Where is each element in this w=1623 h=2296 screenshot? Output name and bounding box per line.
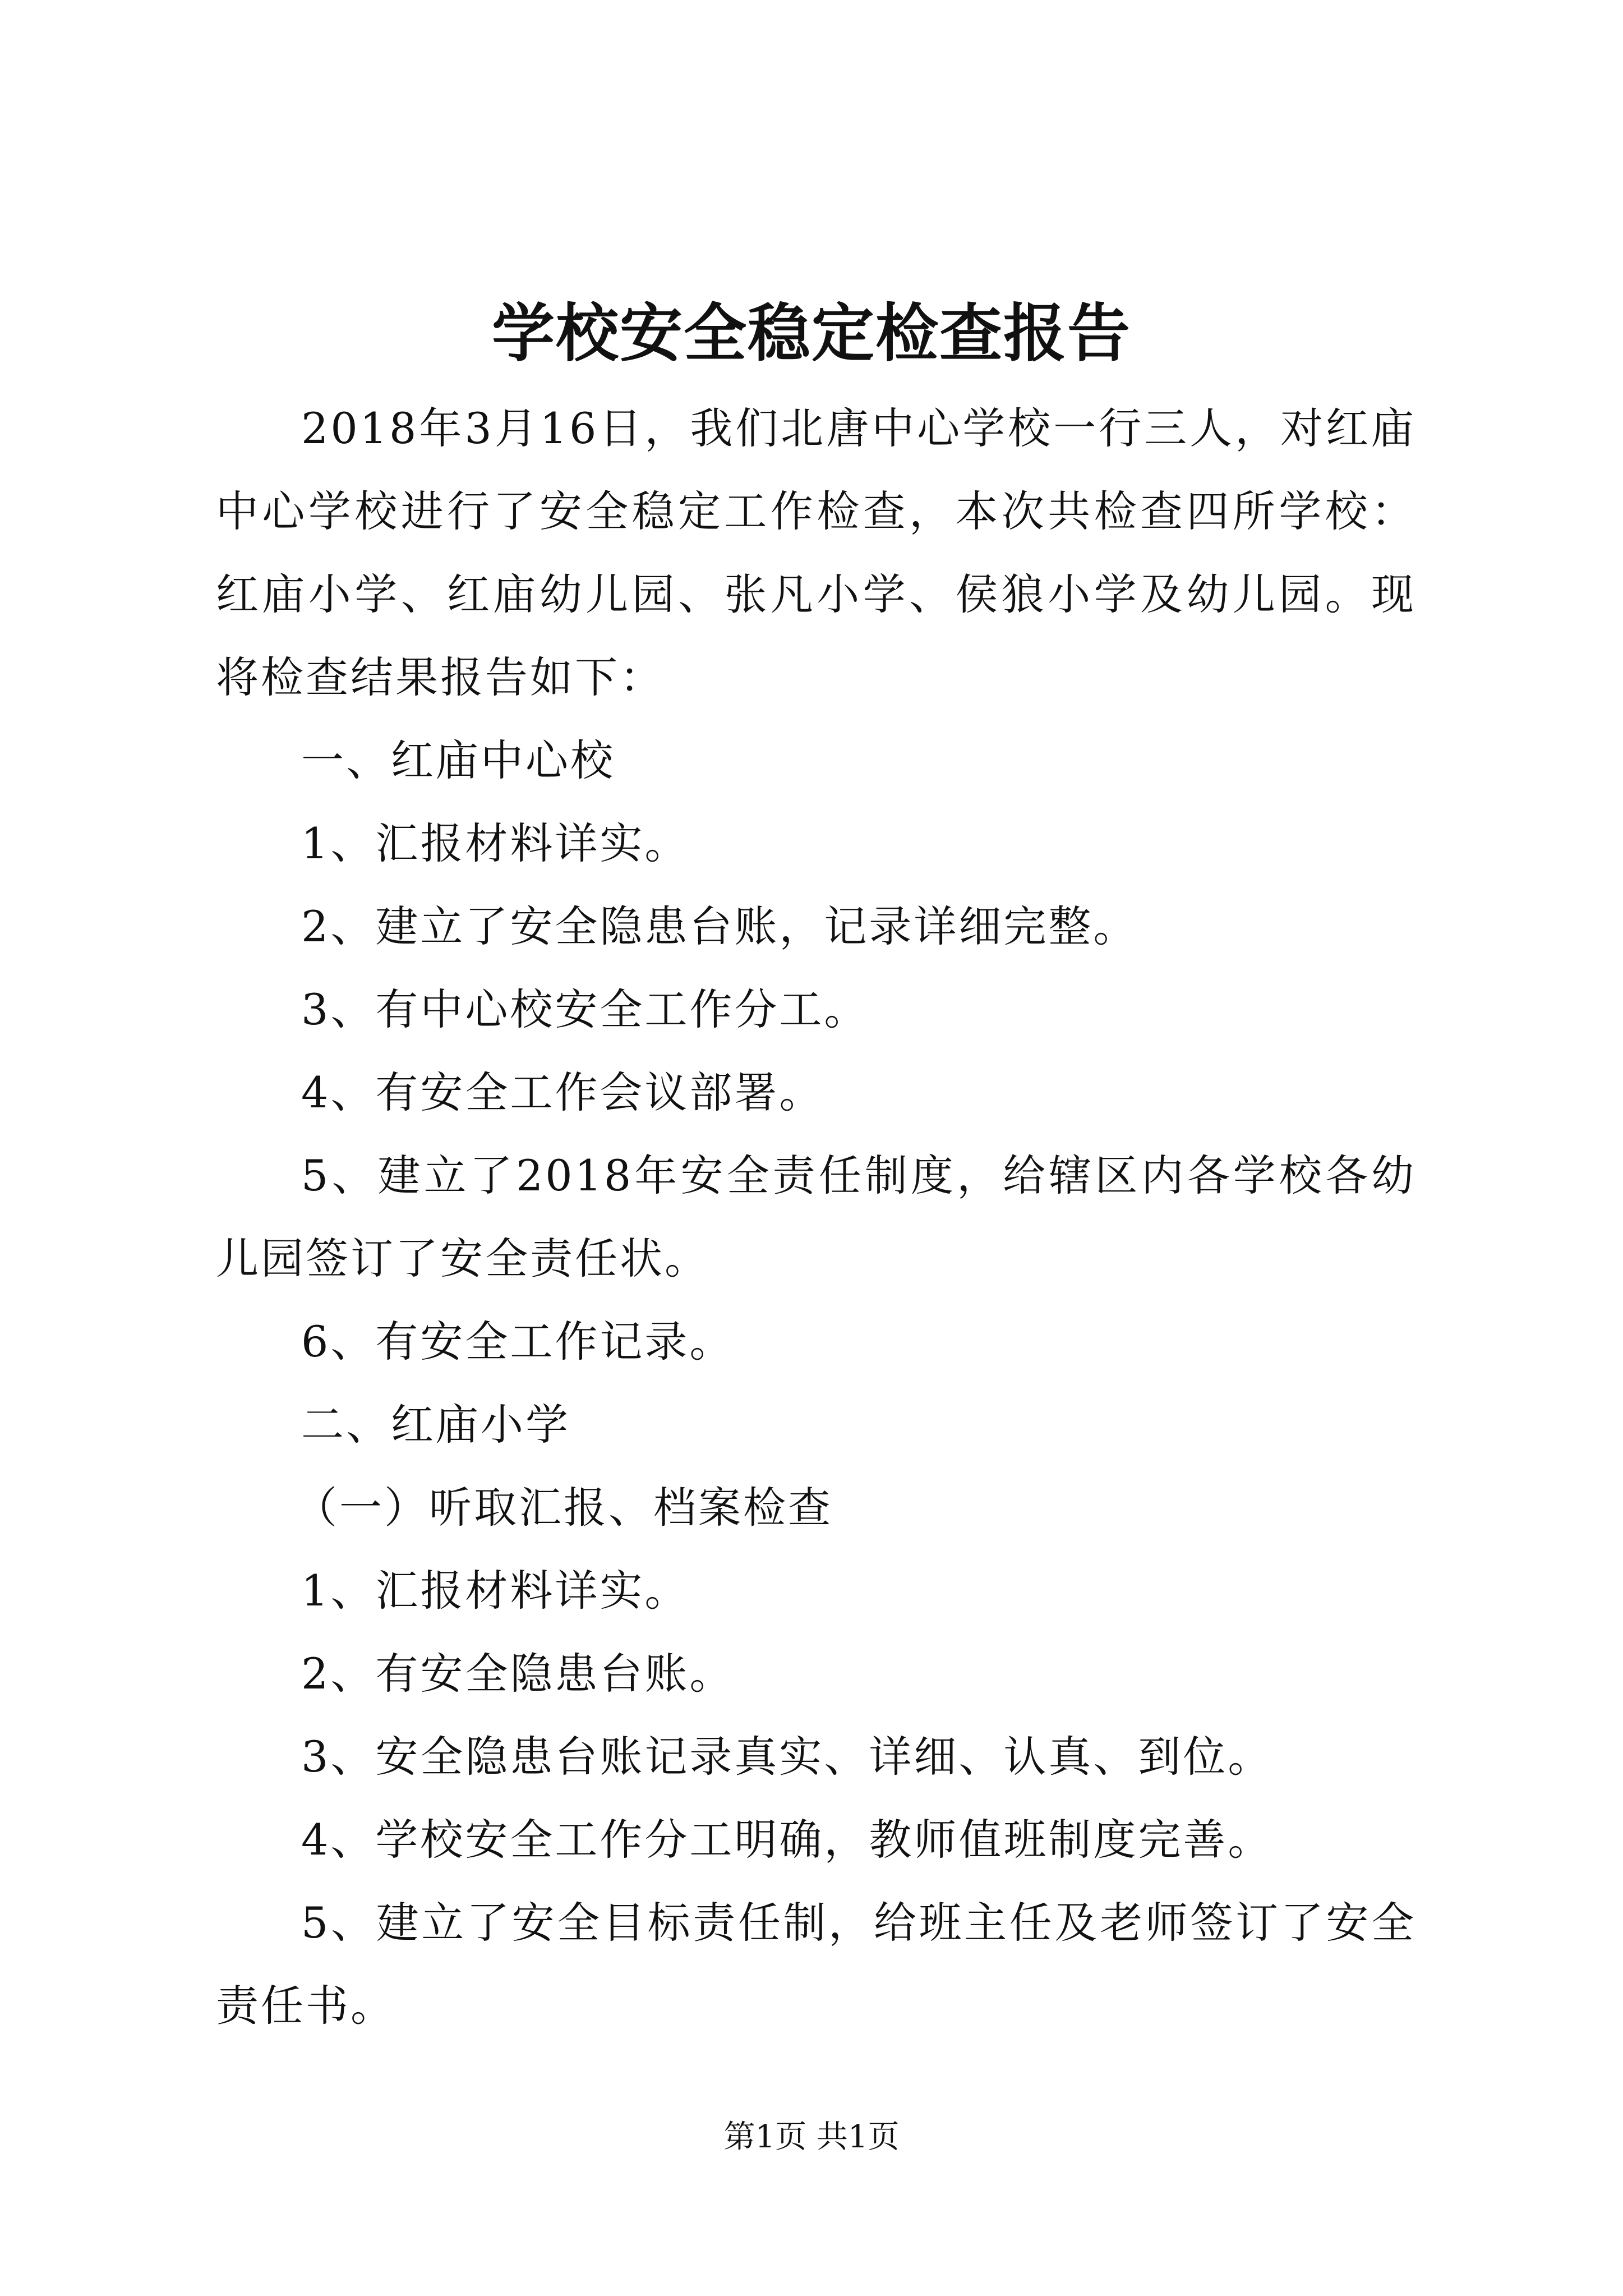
list-item: 4、有安全工作会议部署。 (301, 1068, 824, 1117)
list-item: 5、建立了安全目标责任制，给班主任及老师签订了安全责任书。 (216, 1898, 1416, 2031)
document-body (216, 387, 1416, 2047)
intro-paragraph: 2018年3月16日，我们北唐中心学校一行三人，对红庙中心学校进行了安全稳定工作检查，本次共检查四所学校：红庙小学、红庙幼儿园、张凡小学、侯狼小学及幼儿园。现将检查结果报告如下： (216, 403, 1416, 702)
page-number-footer: 第1页 共1页 (723, 2119, 900, 2155)
section-heading-hongmiao-center: 一、红庙中心校 (301, 735, 615, 785)
section-heading-hongmiao-primary: 二、红庙小学 (301, 1400, 570, 1450)
document-title: 学校安全稳定检查报告 (492, 297, 1131, 370)
list-item: 3、有中心校安全工作分工。 (301, 984, 869, 1034)
list-item: 3、安全隐患台账记录真实、详细、认真、到位。 (301, 1732, 1273, 1782)
list-item: 4、学校安全工作分工明确，教师值班制度完善。 (301, 1815, 1273, 1865)
list-item: 6、有安全工作记录。 (301, 1317, 735, 1366)
list-item: 1、汇报材料详实。 (301, 1566, 690, 1616)
subsection-heading: （一）听取汇报、档案检查 (294, 1483, 833, 1533)
list-item: 2、建立了安全隐患台账，记录详细完整。 (301, 901, 1138, 951)
list-item: 5、建立了2018年安全责任制度，给辖区内各学校各幼儿园签订了安全责任状。 (216, 1151, 1416, 1283)
list-item: 1、汇报材料详实。 (301, 818, 690, 868)
list-item: 2、有安全隐患台账。 (301, 1649, 735, 1699)
